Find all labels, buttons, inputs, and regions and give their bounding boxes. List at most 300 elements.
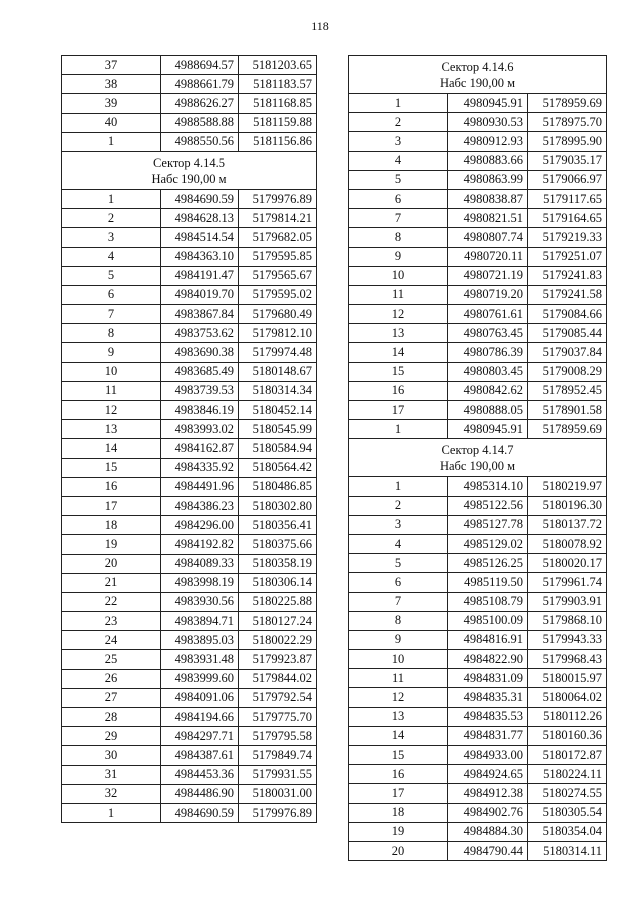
x-coordinate-cell: 4980930.53 [448,113,528,132]
table-row [349,822,607,841]
x-coordinate-cell: 4984822.90 [448,650,528,669]
point-number-cell: 39 [62,94,161,113]
y-coordinate-cell: 5179595.85 [239,247,317,266]
point-number-cell: 8 [62,324,161,343]
x-coordinate-cell: 4984628.13 [161,209,239,228]
point-number-cell: 14 [62,439,161,458]
y-coordinate-cell: 5180020.17 [528,554,607,573]
y-coordinate-cell: 5178952.45 [528,381,607,400]
point-number-cell: 8 [349,611,448,630]
point-number-cell: 19 [62,535,161,554]
y-coordinate-cell: 5180314.34 [239,381,317,400]
point-number-cell: 21 [62,573,161,592]
page-number: 118 [311,19,329,33]
y-coordinate-cell: 5180305.54 [528,803,607,822]
point-number-cell: 17 [62,496,161,515]
table-row [349,170,607,189]
y-coordinate-cell: 5179795.58 [239,727,317,746]
point-number-cell: 26 [62,669,161,688]
table-row [62,362,317,381]
y-coordinate-cell: 5179035.17 [528,151,607,170]
point-number-cell: 7 [62,305,161,324]
table-row [349,324,607,343]
x-coordinate-cell: 4984363.10 [161,247,239,266]
point-number-cell: 28 [62,708,161,727]
y-coordinate-cell: 5179775.70 [239,708,317,727]
point-number-cell: 10 [62,362,161,381]
sector-header-cell [349,439,607,477]
x-coordinate-cell: 4984884.30 [448,822,528,841]
point-number-cell: 2 [349,496,448,515]
point-number-cell: 15 [349,746,448,765]
point-number-cell: 7 [349,209,448,228]
point-number-cell: 24 [62,631,161,650]
table-row [349,746,607,765]
x-coordinate-cell: 4984912.38 [448,784,528,803]
sector-height: Набс 190,00 м [439,76,516,90]
table-row [62,113,317,132]
sector-height: Набс 190,00 м [439,459,516,474]
point-number-cell: 9 [62,343,161,362]
y-coordinate-cell: 5180306.14 [239,573,317,592]
x-coordinate-cell: 4984194.66 [161,708,239,727]
point-number-cell: 11 [62,381,161,400]
y-coordinate-cell: 5179037.84 [528,343,607,362]
point-number-cell: 13 [349,707,448,726]
table-row [349,515,607,534]
y-coordinate-cell: 5180375.66 [239,535,317,554]
point-number-cell: 4 [349,151,448,170]
point-number-cell: 13 [62,420,161,439]
table-row [62,784,317,803]
point-number-cell: 37 [62,56,161,75]
point-number-cell: 27 [62,688,161,707]
y-coordinate-cell: 5178959.69 [528,420,607,439]
point-number-cell: 1 [62,132,161,151]
x-coordinate-cell: 4984386.23 [161,496,239,515]
y-coordinate-cell: 5180196.30 [528,496,607,515]
x-coordinate-cell: 4980945.91 [448,94,528,113]
x-coordinate-cell: 4983930.56 [161,592,239,611]
x-coordinate-cell: 4980888.05 [448,401,528,420]
x-coordinate-cell: 4980761.61 [448,305,528,324]
y-coordinate-cell: 5180302.80 [239,496,317,515]
point-number-cell: 1 [349,94,448,113]
y-coordinate-cell: 5179968.43 [528,650,607,669]
table-row [349,228,607,247]
table-row [62,477,317,496]
x-coordinate-cell: 4985100.09 [448,611,528,630]
y-coordinate-cell: 5179219.33 [528,228,607,247]
point-number-cell: 14 [349,726,448,745]
x-coordinate-cell: 4984902.76 [448,803,528,822]
point-number-cell: 9 [349,630,448,649]
table-row [62,708,317,727]
x-coordinate-cell: 4983993.02 [161,420,239,439]
table-row [62,94,317,113]
x-coordinate-cell: 4980912.93 [448,132,528,151]
sector-header-row [349,439,607,477]
table-row [62,592,317,611]
y-coordinate-cell: 5179844.02 [239,669,317,688]
x-coordinate-cell: 4983867.84 [161,305,239,324]
x-coordinate-cell: 4984191.47 [161,266,239,285]
x-coordinate-cell: 4988550.56 [161,132,239,151]
y-coordinate-cell: 5180584.94 [239,439,317,458]
point-number-cell: 1 [62,803,161,822]
x-coordinate-cell: 4984831.09 [448,669,528,688]
y-coordinate-cell: 5179251.07 [528,247,607,266]
x-coordinate-cell: 4985122.56 [448,496,528,515]
table-row [62,650,317,669]
x-coordinate-cell: 4984514.54 [161,228,239,247]
point-number-cell: 20 [349,841,448,860]
y-coordinate-cell: 5181168.85 [239,94,317,113]
table-row [349,189,607,208]
point-number-cell: 15 [62,458,161,477]
table-row [349,496,607,515]
sector-height: Набс 190,00 м [151,171,227,186]
table-row [349,726,607,745]
table-row [62,573,317,592]
point-number-cell: 11 [349,669,448,688]
y-coordinate-cell: 5179943.33 [528,630,607,649]
y-coordinate-cell: 5180545.99 [239,420,317,439]
x-coordinate-cell: 4988626.27 [161,94,239,113]
point-number-cell: 10 [349,266,448,285]
point-number-cell: 6 [62,285,161,304]
point-number-cell: 3 [349,515,448,534]
y-coordinate-cell: 5178995.90 [528,132,607,151]
y-coordinate-cell: 5178975.70 [528,113,607,132]
x-coordinate-cell: 4983753.62 [161,324,239,343]
table-row [349,554,607,573]
sector-header-cell [349,56,607,94]
table-row [349,477,607,496]
point-number-cell: 7 [349,592,448,611]
x-coordinate-cell: 4984019.70 [161,285,239,304]
y-coordinate-cell: 5179923.87 [239,650,317,669]
point-number-cell: 12 [62,401,161,420]
x-coordinate-cell: 4983690.38 [161,343,239,362]
x-coordinate-cell: 4983998.19 [161,573,239,592]
point-number-cell: 20 [62,554,161,573]
table-row [349,765,607,784]
x-coordinate-cell: 4984192.82 [161,535,239,554]
x-coordinate-cell: 4988588.88 [161,113,239,132]
y-coordinate-cell: 5180031.00 [239,784,317,803]
x-coordinate-cell: 4984790.44 [448,841,528,860]
table-row [349,611,607,630]
table-row [349,113,607,132]
x-coordinate-cell: 4983685.49 [161,362,239,381]
x-coordinate-cell: 4983846.19 [161,401,239,420]
x-coordinate-cell: 4980721.19 [448,266,528,285]
y-coordinate-cell: 5179792.54 [239,688,317,707]
x-coordinate-cell: 4985314.10 [448,477,528,496]
x-coordinate-cell: 4984690.59 [161,803,239,822]
y-coordinate-cell: 5180225.88 [239,592,317,611]
y-coordinate-cell: 5180078.92 [528,534,607,553]
table-row [349,247,607,266]
y-coordinate-cell: 5180160.36 [528,726,607,745]
sector-header-cell [62,151,317,189]
sector-header-row [349,56,607,94]
table-row [62,381,317,400]
x-coordinate-cell: 4984486.90 [161,784,239,803]
table-row [62,324,317,343]
x-coordinate-cell: 4980945.91 [448,420,528,439]
y-coordinate-cell: 5179241.58 [528,285,607,304]
y-coordinate-cell: 5181183.57 [239,75,317,94]
y-coordinate-cell: 5180564.42 [239,458,317,477]
point-number-cell: 6 [349,189,448,208]
x-coordinate-cell: 4984453.36 [161,765,239,784]
point-number-cell: 17 [349,401,448,420]
table-row [62,228,317,247]
y-coordinate-cell: 5179974.48 [239,343,317,362]
table-row [62,516,317,535]
table-row [62,439,317,458]
table-row [349,266,607,285]
point-number-cell: 4 [62,247,161,266]
point-number-cell: 5 [349,554,448,573]
y-coordinate-cell: 5179680.49 [239,305,317,324]
y-coordinate-cell: 5180358.19 [239,554,317,573]
point-number-cell: 1 [62,189,161,208]
y-coordinate-cell: 5180064.02 [528,688,607,707]
y-coordinate-cell: 5179976.89 [239,189,317,208]
x-coordinate-cell: 4980803.45 [448,362,528,381]
y-coordinate-cell: 5178901.58 [528,401,607,420]
y-coordinate-cell: 5179595.02 [239,285,317,304]
x-coordinate-cell: 4984924.65 [448,765,528,784]
point-number-cell: 18 [62,516,161,535]
table-row [349,343,607,362]
y-coordinate-cell: 5180022.29 [239,631,317,650]
point-number-cell: 18 [349,803,448,822]
point-number-cell: 3 [62,228,161,247]
table-row [62,669,317,688]
table-row [62,343,317,362]
point-number-cell: 19 [349,822,448,841]
x-coordinate-cell: 4983999.60 [161,669,239,688]
table-row [349,420,607,439]
x-coordinate-cell: 4980821.51 [448,209,528,228]
y-coordinate-cell: 5180219.97 [528,477,607,496]
x-coordinate-cell: 4980719.20 [448,285,528,304]
y-coordinate-cell: 5179682.05 [239,228,317,247]
table-row [62,458,317,477]
y-coordinate-cell: 5179084.66 [528,305,607,324]
table-row [349,401,607,420]
y-coordinate-cell: 5179849.74 [239,746,317,765]
y-coordinate-cell: 5180015.97 [528,669,607,688]
table-row [62,401,317,420]
table-row [349,94,607,113]
coordinates-table-left [61,55,317,823]
y-coordinate-cell: 5179008.29 [528,362,607,381]
point-number-cell: 40 [62,113,161,132]
table-row [62,631,317,650]
table-row [62,56,317,75]
y-coordinate-cell: 5179085.44 [528,324,607,343]
table-row [349,209,607,228]
x-coordinate-cell: 4984491.96 [161,477,239,496]
y-coordinate-cell: 5180354.04 [528,822,607,841]
table-row [62,209,317,228]
point-number-cell: 29 [62,727,161,746]
x-coordinate-cell: 4984091.06 [161,688,239,707]
coordinates-table-right [348,55,607,861]
x-coordinate-cell: 4984335.92 [161,458,239,477]
table-row [62,765,317,784]
x-coordinate-cell: 4980883.66 [448,151,528,170]
x-coordinate-cell: 4983739.53 [161,381,239,400]
table-row [62,612,317,631]
table-row [349,534,607,553]
sector-title: Сектор 4.14.6 [441,60,514,74]
x-coordinate-cell: 4984831.77 [448,726,528,745]
y-coordinate-cell: 5180127.24 [239,612,317,631]
table-row [62,688,317,707]
y-coordinate-cell: 5180356.41 [239,516,317,535]
x-coordinate-cell: 4980807.74 [448,228,528,247]
point-number-cell: 4 [349,534,448,553]
point-number-cell: 3 [349,132,448,151]
x-coordinate-cell: 4984690.59 [161,189,239,208]
y-coordinate-cell: 5180314.11 [528,841,607,860]
x-coordinate-cell: 4980842.62 [448,381,528,400]
y-coordinate-cell: 5179565.67 [239,266,317,285]
point-number-cell: 10 [349,650,448,669]
table-row [349,803,607,822]
table-row [62,266,317,285]
point-number-cell: 16 [349,381,448,400]
x-coordinate-cell: 4988694.57 [161,56,239,75]
point-number-cell: 38 [62,75,161,94]
y-coordinate-cell: 5180172.87 [528,746,607,765]
point-number-cell: 6 [349,573,448,592]
point-number-cell: 14 [349,343,448,362]
table-row [349,573,607,592]
table-row [62,727,317,746]
point-number-cell: 32 [62,784,161,803]
point-number-cell: 5 [349,170,448,189]
y-coordinate-cell: 5180224.11 [528,765,607,784]
table-row [62,132,317,151]
x-coordinate-cell: 4988661.79 [161,75,239,94]
point-number-cell: 31 [62,765,161,784]
y-coordinate-cell: 5179868.10 [528,611,607,630]
table-row [349,381,607,400]
table-row [349,592,607,611]
y-coordinate-cell: 5178959.69 [528,94,607,113]
y-coordinate-cell: 5179903.91 [528,592,607,611]
sector-title: Сектор 4.14.5 [152,155,226,170]
table-row [349,650,607,669]
table-row [349,669,607,688]
table-row [62,247,317,266]
point-number-cell: 17 [349,784,448,803]
x-coordinate-cell: 4984162.87 [161,439,239,458]
table-row [349,132,607,151]
x-coordinate-cell: 4983895.03 [161,631,239,650]
y-coordinate-cell: 5181156.86 [239,132,317,151]
x-coordinate-cell: 4984297.71 [161,727,239,746]
x-coordinate-cell: 4984387.61 [161,746,239,765]
point-number-cell: 25 [62,650,161,669]
point-number-cell: 16 [349,765,448,784]
y-coordinate-cell: 5180274.55 [528,784,607,803]
point-number-cell: 5 [62,266,161,285]
point-number-cell: 30 [62,746,161,765]
point-number-cell: 2 [349,113,448,132]
point-number-cell: 12 [349,305,448,324]
y-coordinate-cell: 5181159.88 [239,113,317,132]
table-row [62,535,317,554]
point-number-cell: 15 [349,362,448,381]
point-number-cell: 11 [349,285,448,304]
x-coordinate-cell: 4984089.33 [161,554,239,573]
x-coordinate-cell: 4980863.99 [448,170,528,189]
x-coordinate-cell: 4985108.79 [448,592,528,611]
y-coordinate-cell: 5179164.65 [528,209,607,228]
table-row [62,496,317,515]
table-row [349,630,607,649]
point-number-cell: 13 [349,324,448,343]
table-row [62,75,317,94]
table-row [349,151,607,170]
y-coordinate-cell: 5179241.83 [528,266,607,285]
point-number-cell: 12 [349,688,448,707]
y-coordinate-cell: 5179117.65 [528,189,607,208]
x-coordinate-cell: 4980720.11 [448,247,528,266]
x-coordinate-cell: 4985129.02 [448,534,528,553]
x-coordinate-cell: 4985119.50 [448,573,528,592]
point-number-cell: 22 [62,592,161,611]
x-coordinate-cell: 4985126.25 [448,554,528,573]
y-coordinate-cell: 5179066.97 [528,170,607,189]
table-row [62,554,317,573]
point-number-cell: 9 [349,247,448,266]
y-coordinate-cell: 5180148.67 [239,362,317,381]
table-row [62,420,317,439]
y-coordinate-cell: 5180137.72 [528,515,607,534]
x-coordinate-cell: 4980763.45 [448,324,528,343]
y-coordinate-cell: 5179812.10 [239,324,317,343]
y-coordinate-cell: 5179976.89 [239,803,317,822]
point-number-cell: 8 [349,228,448,247]
y-coordinate-cell: 5179814.21 [239,209,317,228]
x-coordinate-cell: 4985127.78 [448,515,528,534]
table-row [349,784,607,803]
point-number-cell: 1 [349,420,448,439]
x-coordinate-cell: 4984816.91 [448,630,528,649]
table-row [62,803,317,822]
table-row [62,746,317,765]
table-row [349,707,607,726]
table-row [349,362,607,381]
table-row [62,189,317,208]
x-coordinate-cell: 4980838.87 [448,189,528,208]
y-coordinate-cell: 5179961.74 [528,573,607,592]
table-row [349,305,607,324]
table-row [349,285,607,304]
x-coordinate-cell: 4983931.48 [161,650,239,669]
y-coordinate-cell: 5180486.85 [239,477,317,496]
x-coordinate-cell: 4984835.31 [448,688,528,707]
